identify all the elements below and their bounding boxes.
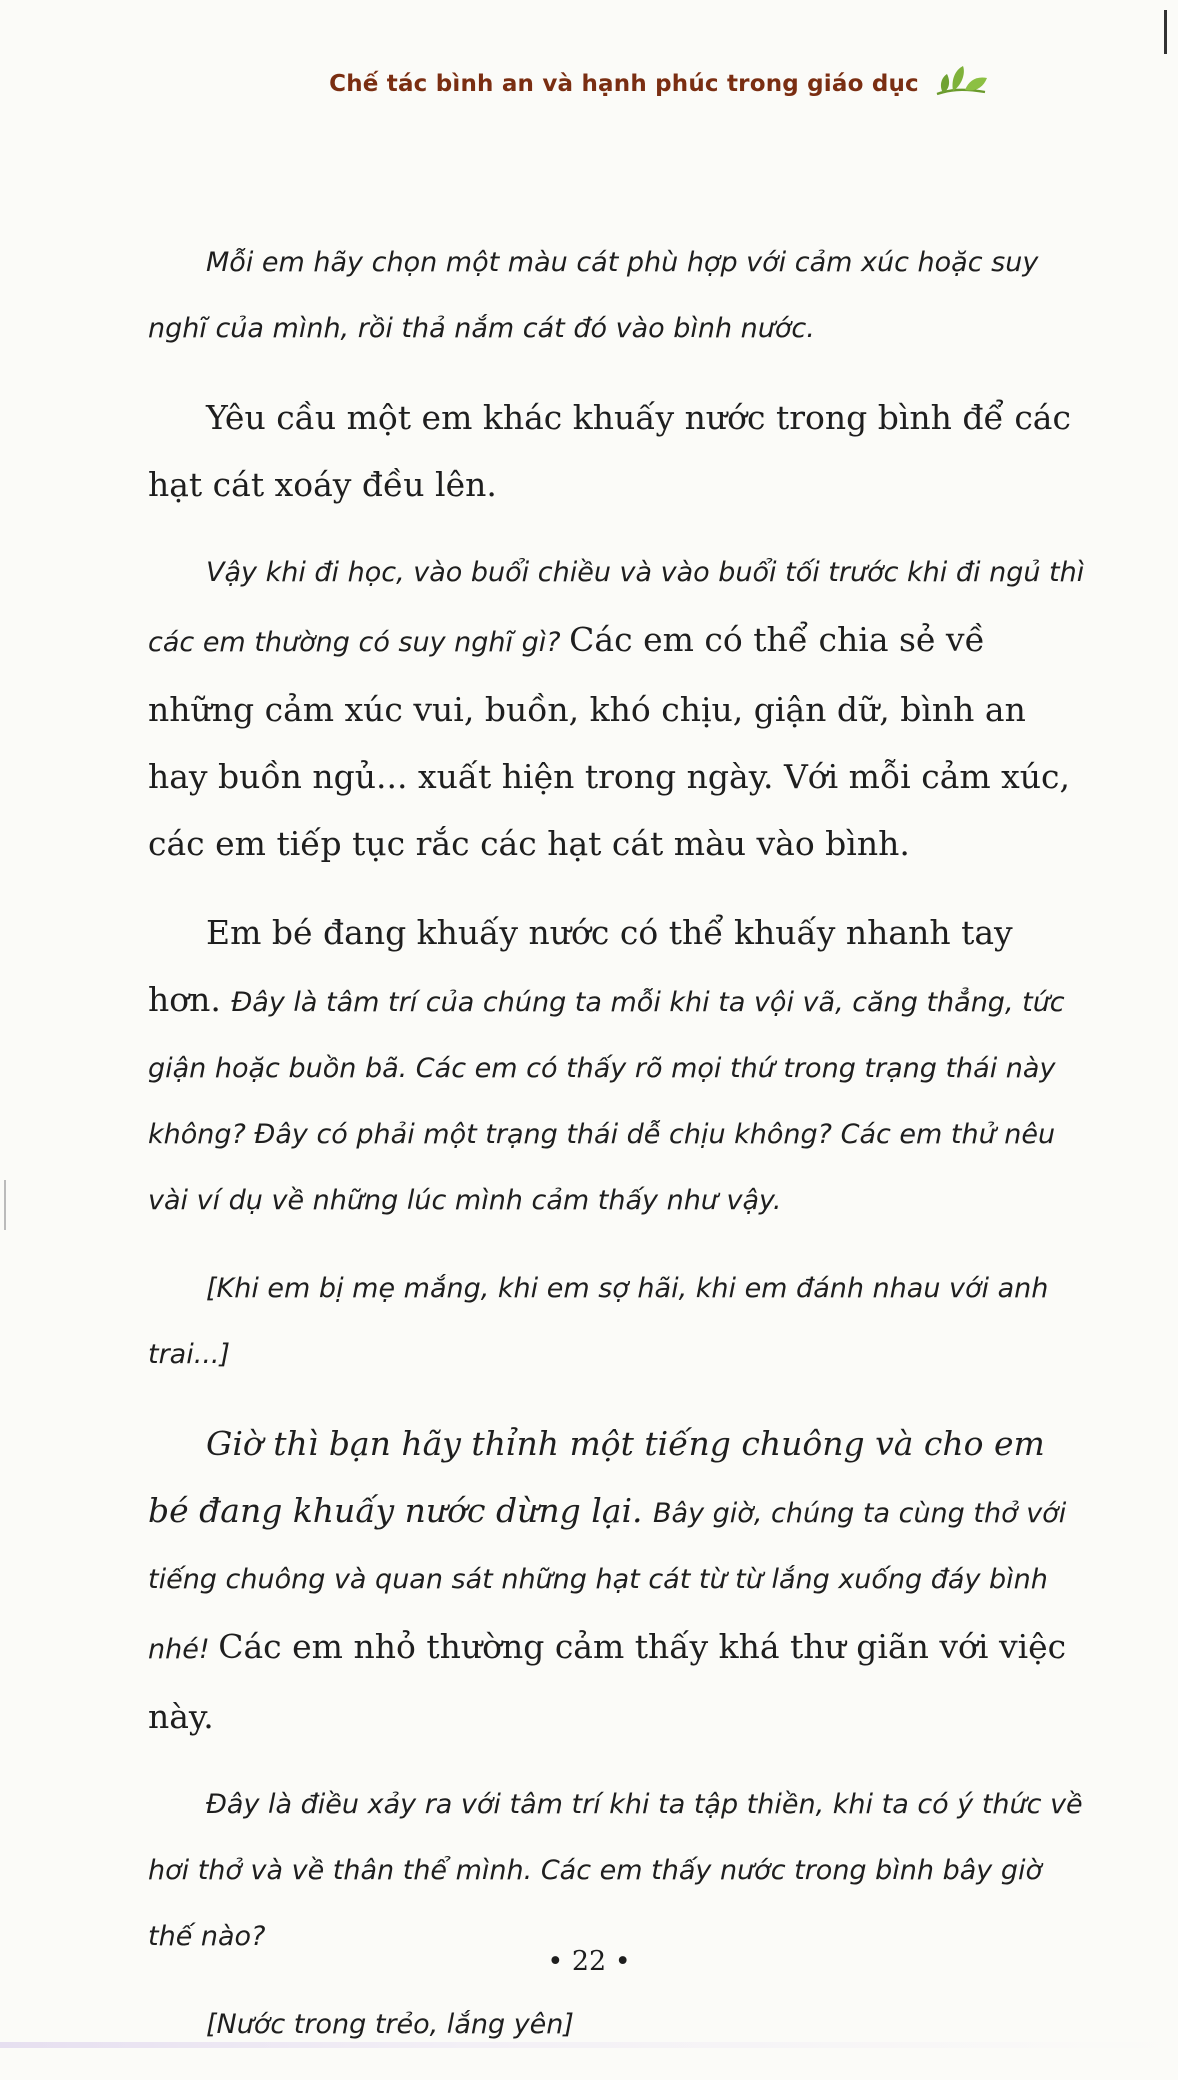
text-segment: Đây là điều xảy ra với tâm trí khi ta tập thiền, khi ta có ý thức về hơi thở và về thân thể mình. Các em thấy nước trong bình bây giờ thế nào? xyxy=(148,1789,1083,1952)
paragraph xyxy=(148,1256,1093,1388)
header-title: Chế tác bình an và hạnh phúc trong giáo dục xyxy=(329,71,919,97)
paragraph xyxy=(148,899,1093,1234)
text-segment: Yêu cầu một em khác khuấy nước trong bình để các hạt cát xoáy đều lên. xyxy=(148,398,1071,504)
paragraph xyxy=(148,1992,1093,2058)
page-number: • 22 • xyxy=(547,1946,631,1977)
leaf-sprig-icon xyxy=(933,64,989,104)
text-segment: Mỗi em hãy chọn một màu cát phù hợp với cảm xúc hoặc suy nghĩ của mình, rồi thả nắm cát đó vào bình nước. xyxy=(148,247,1039,344)
text-segment: Các em có thể chia sẻ về những cảm xúc vui, buồn, khó chịu, giận dữ, bình an hay buồn ngủ... xuất hiện trong ngày. Với mỗi cảm xúc, các em tiếp tục rắc các hạt cát màu vào bình. xyxy=(148,620,1070,863)
page-body xyxy=(148,230,1093,2080)
text-segment: Đây là tâm trí của chúng ta mỗi khi ta vội vã, căng thẳng, tức giận hoặc buồn bã. Các em có thấy rõ mọi thứ trong trạng thái này không? Đây có phải một trạng thái dễ chịu không? Các em thử nêu vài ví dụ về những lúc mình cảm thấy như vậy. xyxy=(148,987,1065,1216)
scan-bottom-strip xyxy=(0,2042,1178,2048)
paragraph xyxy=(148,384,1093,518)
running-header xyxy=(0,64,1178,104)
paragraph xyxy=(148,1772,1093,1970)
text-segment: Em bé đang khuấy nước có thể khuấy nhanh tay hơn. xyxy=(148,913,1013,1019)
paragraph xyxy=(148,1410,1093,1750)
page-side-mark xyxy=(4,1180,6,1230)
paragraph xyxy=(148,230,1093,362)
text-segment: Giờ thì bạn hãy thỉnh một tiếng chuông và cho em bé đang khuấy nước dừng lại. xyxy=(148,1424,1045,1530)
text-segment: Bây giờ, chúng ta cùng thở với tiếng chuông và quan sát những hạt cát từ từ lắng xuống đáy bình nhé! xyxy=(148,1498,1067,1665)
text-segment: [Khi em bị mẹ mắng, khi em sợ hãi, khi em đánh nhau với anh trai...] xyxy=(148,1273,1049,1370)
text-segment: Các em nhỏ thường cảm thấy khá thư giãn với việc này. xyxy=(148,1627,1067,1736)
text-segment: Vậy khi đi học, vào buổi chiều và vào buổi tối trước khi đi ngủ thì các em thường có suy nghĩ gì? xyxy=(148,557,1085,658)
text-segment: [Nước trong trẻo, lắng yên] xyxy=(206,2009,574,2040)
page-edge-mark xyxy=(1164,10,1167,54)
paragraph xyxy=(148,540,1093,877)
